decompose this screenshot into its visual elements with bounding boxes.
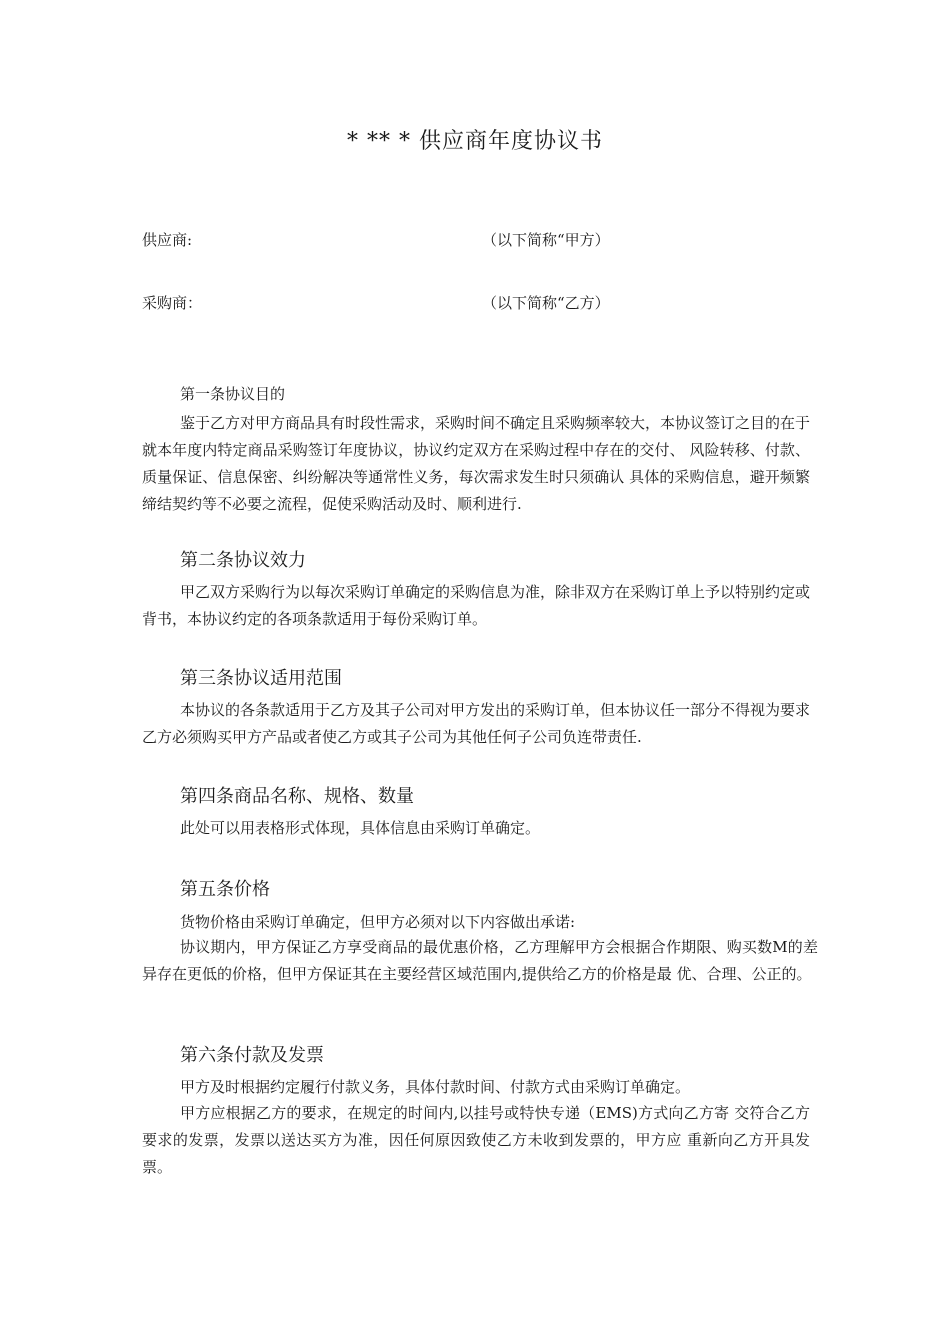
document-title: * ** * 供应商年度协议书 [347,129,603,154]
section-2-heading: 第二条协议效力 [180,550,306,571]
buyer-note: （以下简称“乙方） [482,294,610,312]
section-4-paragraph-1: 此处可以用表格形式体现，具体信息由采购订单确定。 [180,819,541,837]
section-5-paragraph-2: 协议期内，甲方保证乙方享受商品的最优惠价格，乙方理解甲方会根据合作期限、购买数M的差异存在更低的价格，但甲方保证其在主要经营区域范围内,提供给乙方的价格是最 优、合理、公正的。 [142,938,818,983]
supplier-label: 供应商: [142,231,193,249]
section-1-heading: 第一条协议目的 [180,385,286,403]
supplier-note: （以下简称“甲方） [482,231,610,249]
section-3-heading: 第三条协议适用范围 [180,668,342,689]
section-6-paragraph-1: 甲方及时根据约定履行付款义务，具体付款时间、付款方式由采购订单确定。 [180,1078,691,1096]
buyer-label: 采购商： [142,294,203,312]
section-5-paragraph-1: 货物价格由采购订单确定，但甲方必须对以下内容做出承诺: [180,913,576,931]
section-6-heading: 第六条付款及发票 [180,1045,324,1066]
section-1-paragraph-1: 鉴于乙方对甲方商品具有时段性需求，采购时间不确定且采购频率较大，本协议签订之目的在于就本年度内特定商品采购签订年度协议，协议约定双方在采购过程中存在的交付、 风险转移、付款、质量保证、信息保密、纠纷解决等通常性义务，每次需求发生时只须确认 具体的采购信息，避开频繁缔结契约等不必要之流程，促使采购活动及时、顺利进行. [142,414,811,513]
section-2-paragraph-1: 甲乙双方采购行为以每次采购订单确定的采购信息为准，除非双方在采购订单上予以特别约定或背书，本协议约定的各项条款适用于每份采购订单。 [142,583,811,628]
section-4-heading: 第四条商品名称、规格、数量 [180,786,414,807]
section-6-paragraph-2: 甲方应根据乙方的要求，在规定的时间内,以挂号或特快专递（EMS)方式向乙方寄 交符合乙方要求的发票，发票以送达买方为准，因任何原因致使乙方未收到发票的，甲方应 重新向乙方开具发票。 [142,1104,810,1176]
section-3-paragraph-1: 本协议的各条款适用于乙方及其子公司对甲方发出的采购订单，但本协议任一部分不得视为要求乙方必须购买甲方产品或者使乙方或其子公司为其他任何子公司负连带责任. [142,701,811,746]
section-5-heading: 第五条价格 [180,879,270,900]
